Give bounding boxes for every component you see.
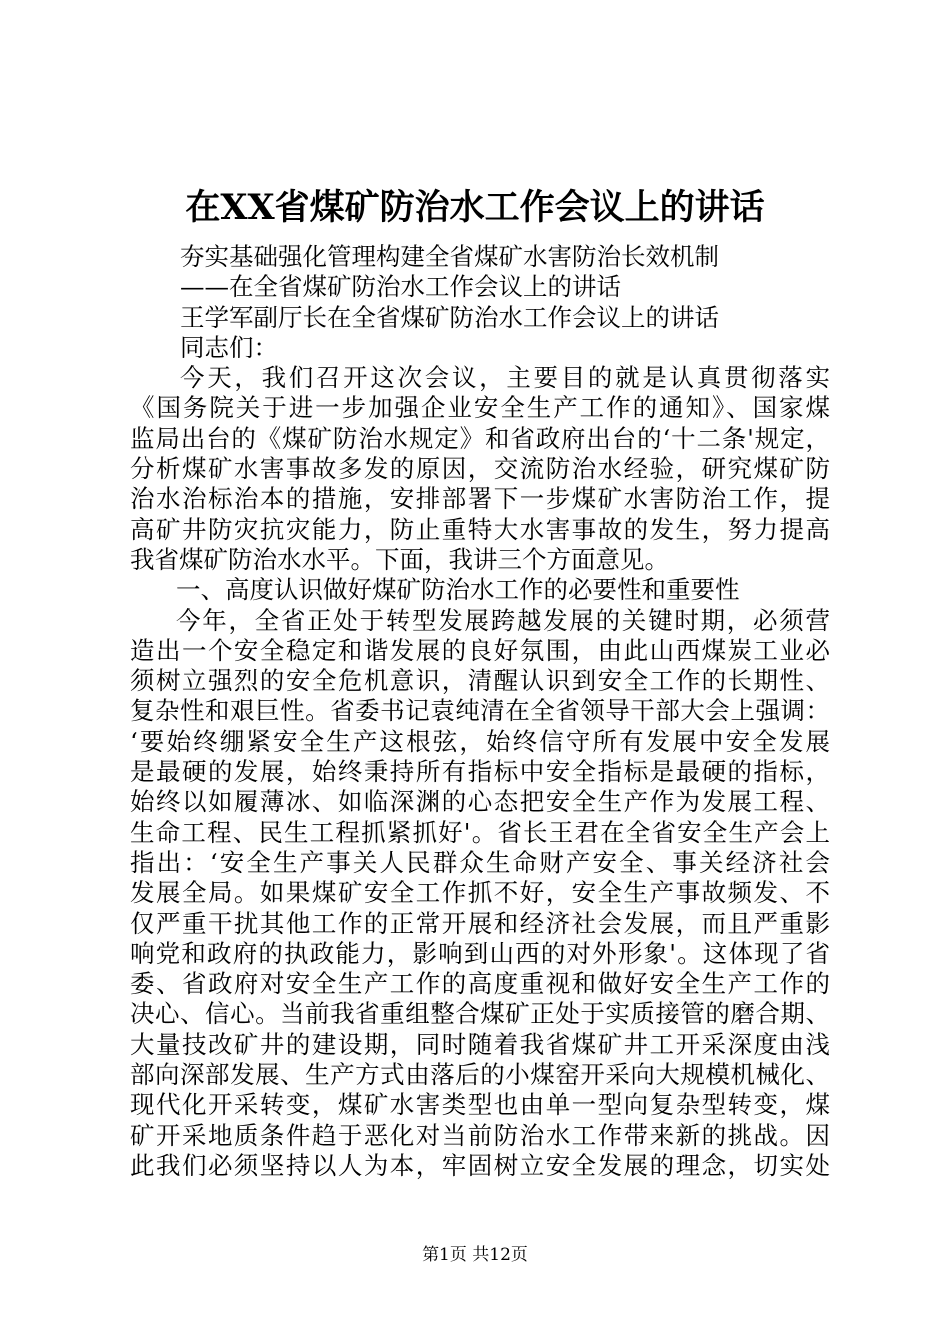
paragraph-line: ‘要始终绷紧安全生产这根弦，始终信守所有发展中安全发展 bbox=[130, 726, 830, 756]
paragraph-line: 高矿井防灾抗灾能力，防止重特大水害事故的发生，努力提高 bbox=[130, 514, 830, 544]
document-body bbox=[130, 242, 830, 1181]
section-heading: 一、高度认识做好煤矿防治水工作的必要性和重要性 bbox=[176, 575, 740, 605]
paragraph-line: 始终以如履薄冰、如临深渊的心态把安全生产作为发展工程、 bbox=[130, 787, 830, 817]
paragraph-line: 响党和政府的执政能力，影响到山西的对外形象'。这体现了省 bbox=[130, 938, 830, 968]
paragraph-line: 仅严重干扰其他工作的正常开展和经济社会发展，而且严重影 bbox=[130, 908, 830, 938]
page-title: 在XX省煤矿防治水工作会议上的讲话 bbox=[185, 187, 765, 228]
paragraph-line: 此我们必须坚持以人为本，牢固树立安全发展的理念，切实处 bbox=[130, 1150, 830, 1180]
speaker-line: 王学军副厅长在全省煤矿防治水工作会议上的讲话 bbox=[180, 302, 719, 332]
paragraph-line: 生命工程、民生工程抓紧抓好'。省长王君在全省安全生产会上 bbox=[130, 817, 830, 847]
paragraph-line: 分析煤矿水害事故多发的原因，交流防治水经验，研究煤矿防 bbox=[130, 454, 830, 484]
paragraph-line: 造出一个安全稳定和谐发展的良好氛围，由此山西煤炭工业必 bbox=[130, 635, 830, 665]
paragraph-line: 决心、信心。当前我省重组整合煤矿正处于实质接管的磨合期、 bbox=[130, 999, 830, 1029]
page-footer: 第1页 共12页 bbox=[422, 1245, 528, 1265]
paragraph-line: 治水治标治本的措施，安排部署下一步煤矿水害防治工作，提 bbox=[130, 484, 830, 514]
paragraph-line: 是最硬的发展，始终秉持所有指标中安全指标是最硬的指标， bbox=[130, 757, 830, 787]
paragraph-line: 发展全局。如果煤矿安全工作抓不好，安全生产事故频发、不 bbox=[130, 878, 830, 908]
paragraph-line: 矿开采地质条件趋于恶化对当前防治水工作带来新的挑战。因 bbox=[130, 1120, 830, 1150]
paragraph-line: 复杂性和艰巨性。省委书记袁纯清在全省领导干部大会上强调： bbox=[130, 696, 830, 726]
paragraph-line: 《国务院关于进一步加强企业安全生产工作的通知》、国家煤 bbox=[130, 393, 830, 423]
salutation-line: 同志们： bbox=[180, 332, 278, 362]
paragraph-line: 指出：‘安全生产事关人民群众生命财产安全、事关经济社会 bbox=[130, 847, 830, 877]
paragraph-line: 大量技改矿井的建设期，同时随着我省煤矿井工开采深度由浅 bbox=[130, 1029, 830, 1059]
paragraph-line: 须树立强烈的安全危机意识，清醒认识到安全工作的长期性、 bbox=[130, 666, 830, 696]
paragraph-line: 今年，全省正处于转型发展跨越发展的关键时期，必须营 bbox=[176, 605, 830, 635]
paragraph-line: 今天，我们召开这次会议，主要目的就是认真贯彻落实 bbox=[180, 363, 830, 393]
subtitle-line: ——在全省煤矿防治水工作会议上的讲话 bbox=[180, 272, 621, 302]
paragraph-line: 部向深部发展、生产方式由落后的小煤窑开采向大规模机械化、 bbox=[130, 1060, 830, 1090]
subtitle-line: 夯实基础强化管理构建全省煤矿水害防治长效机制 bbox=[180, 242, 719, 271]
paragraph-line: 监局出台的《煤矿防治水规定》和省政府出台的‘十二条'规定， bbox=[130, 423, 830, 453]
paragraph-line: 委、省政府对安全生产工作的高度重视和做好安全生产工作的 bbox=[130, 969, 830, 999]
paragraph-line: 现代化开采转变，煤矿水害类型也由单一型向复杂型转变，煤 bbox=[130, 1090, 830, 1120]
paragraph-line: 我省煤矿防治水水平。下面，我讲三个方面意见。 bbox=[130, 544, 669, 574]
